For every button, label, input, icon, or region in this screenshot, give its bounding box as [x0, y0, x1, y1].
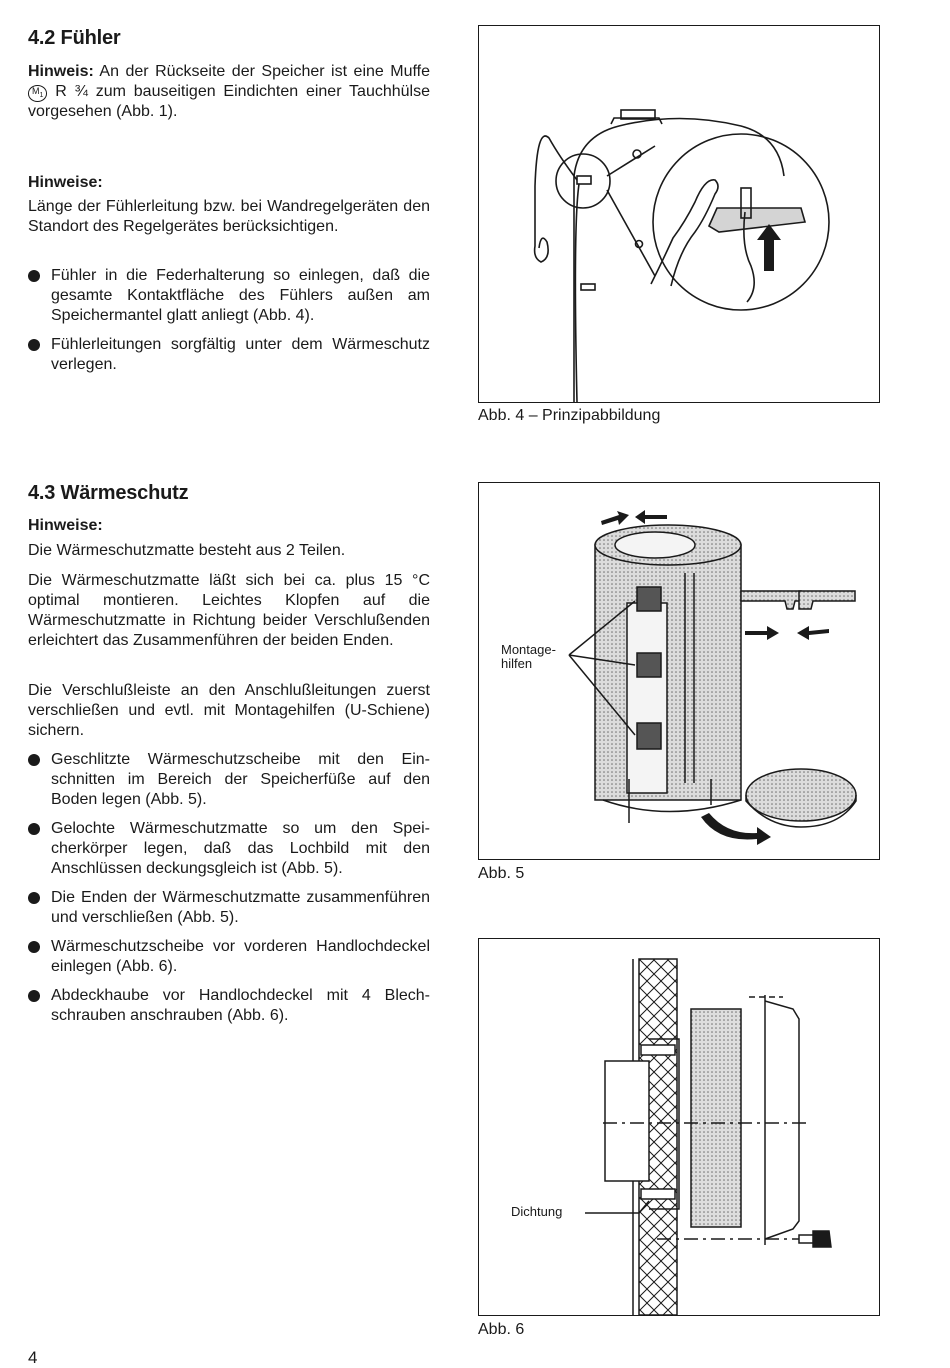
hinweis-text-2: R ¾ zum bauseitigen Eindichten einer Tauchhülse vorgesehen (Abb. 1). [28, 83, 430, 120]
hinweis-text-1: An der Rückseite der Speicher ist eine Muffe [99, 63, 431, 80]
figure-5-caption: Abb. 5 [478, 865, 525, 882]
paragraph: Die Wärmeschutzmatte besteht aus 2 Teilen. [28, 542, 346, 559]
sensor-installation-illustration [479, 26, 879, 402]
hinweise-text-4-2: Länge der Fühlerleitung bzw. bei Wandregelgeräten den Standort des Regelgerätes berücksichtigen. [28, 198, 430, 235]
figure-5-box [478, 482, 880, 860]
dichtung-label: Dichtung [511, 1204, 563, 1219]
heading-4-2: 4.2 Fühler [28, 27, 121, 49]
montagehilfen-label-1: Montage- [501, 642, 556, 657]
paragraph: Die Wärmeschutzmatte läßt sich bei ca. plus 15 °C optimal montieren. Leichtes Klopfen auf die Wärmeschutzmatte in Richtung beider Verschlußenden erleichtert das Zusammenführen der beiden Enden. [28, 572, 430, 649]
figure-4-box [478, 25, 880, 403]
hinweis-label: Hinweis: [28, 63, 94, 80]
paragraph: Die Verschlußleiste an den Anschlußleitungen zuerst verschließen und evtl. mit Montagehilfen (U-Schiene) sichern. [28, 682, 430, 739]
bullet-item: Geschlitzte Wärmeschutzscheibe mit den Einschnitten im Bereich der Speicherfüße auf den Boden legen (Abb. 5). [28, 750, 430, 810]
figure-6-box [478, 938, 880, 1316]
figure-6-caption: Abb. 6 [478, 1321, 525, 1338]
bullet-list-4-3 [28, 750, 430, 1035]
bullet-item: Fühlerleitungen sorgfältig unter dem Wärmeschutz verlegen. [28, 335, 430, 375]
insulation-mat-illustration [479, 483, 879, 859]
heading-4-3: 4.3 Wärmeschutz [28, 482, 189, 504]
hinweise-label-4-2: Hinweise: [28, 174, 103, 191]
figure-4-caption: Abb. 4 – Prinzipabbildung [478, 407, 661, 424]
bullet-item: Die Enden der Wärmeschutzmatte zusammenführen und verschließen (Abb. 5). [28, 888, 430, 928]
bullet-list-4-2 [28, 266, 430, 384]
bullet-item: Fühler in die Federhalterung so einlegen, daß die gesamte Kontaktfläche des Fühlers außen am Speichermantel glatt anliegt (Abb. 4). [28, 266, 430, 326]
montagehilfen-label-2: hilfen [501, 656, 533, 671]
muffe-m1-symbol: $M_1$ [28, 85, 47, 102]
page-number: 4 [28, 1348, 38, 1367]
hinweis-paragraph [28, 62, 430, 122]
bullet-item: Wärmeschutzscheibe vor vorderen Handlochdeckel einlegen (Abb. 6). [28, 937, 430, 977]
handhole-cover-illustration [479, 939, 879, 1315]
bullet-item: Abdeckhaube vor Handlochdeckel mit 4 Blechschrauben anschrauben (Abb. 6). [28, 986, 430, 1026]
bullet-item: Gelochte Wärmeschutzmatte so um den Speicherkörper legen, daß das Lochbild mit den Anschlüssen deckungsgleich ist (Abb. 5). [28, 819, 430, 879]
hinweise-label-4-3: Hinweise: [28, 517, 103, 534]
